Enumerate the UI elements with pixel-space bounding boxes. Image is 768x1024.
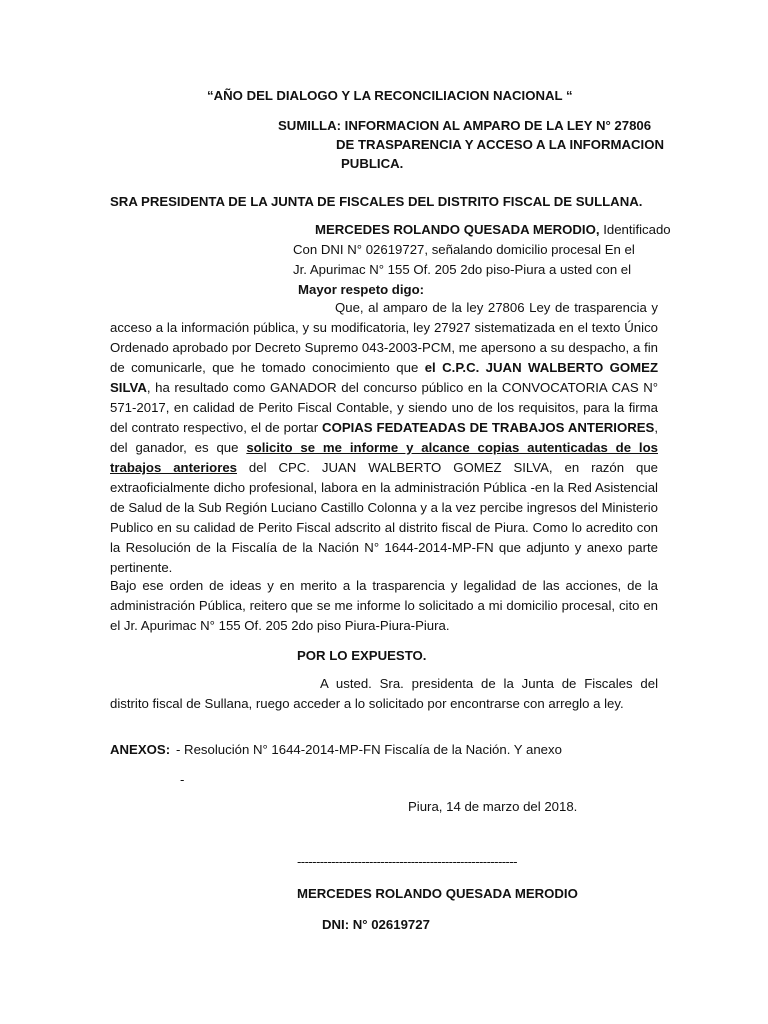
identification-rest: Identificado [599,222,671,237]
paragraph-request: solicito se me informe y alcance copias autenticadas de los trabajos anteriores [110,440,658,475]
identification-line-2: Con DNI N° 02619727, señalando domicilio procesal En el [293,242,635,257]
anexos-item-1: - Resolución N° 1644-2014-MP-FN Fiscalía de la Nación. Y anexo [176,742,562,757]
addressee: SRA PRESIDENTA DE LA JUNTA DE FISCALES DEL DISTRITO FISCAL DE SULLANA. [110,194,643,209]
anexos-item-2: - [180,772,185,787]
year-motto: “AÑO DEL DIALOGO Y LA RECONCILIACION NACIONAL “ [207,88,573,103]
main-paragraph [110,298,658,578]
por-lo-expuesto: POR LO EXPUESTO. [297,648,427,663]
signer-dni: DNI: N° 02619727 [322,917,430,932]
identification-line-4: Mayor respeto digo: [298,282,425,297]
paragraph-text-a: Que, al amparo de la ley 27806 Ley de trasparencia y acceso a la información pública, y su modificatoria, ley 27927 sistematizada en el texto Único Ordenado aprobado por Decreto Supremo 043-2003-PCM, me apersono a su despacho, a fin de comunicarle, que he tomado conocimiento que [110,300,658,375]
second-paragraph [110,576,658,636]
applicant-name: MERCEDES ROLANDO QUESADA MERODIO, [315,222,600,237]
paragraph-text-g: del CPC. JUAN WALBERTO GOMEZ SILVA, en razón que extraoficialmente dicho profesional, labora en la administración Pública -en la Red Asistencial de Salud de la Sub Región Luciano Castillo Colonna y a la vez percibe ingresos del Ministerio Publico en su calidad de Perito Fiscal adscrito al distrito fiscal de Piura. Como lo acredito con la Resolución de la Fiscalía de la Nación N° 1644-2014-MP-FN que adjunto y anexo parte pertinente. [110,460,658,575]
signature-line: ---------------------------------------------------------- [297,854,517,869]
paragraph-bold-name: el C.P.C. JUAN WALBERTO GOMEZ SILVA [110,360,658,395]
sumilla-line-3: PUBLICA. [341,156,404,171]
third-paragraph [110,674,658,714]
sumilla-line-1: SUMILLA: INFORMACION AL AMPARO DE LA LEY N° 27806 [278,118,652,133]
anexos-label: ANEXOS: [110,742,171,757]
paragraph-text-e: , del ganador, es que [110,420,658,455]
identification-line-3: Jr. Apurimac N° 155 Of. 205 2do piso-Piura a usted con el [293,262,632,277]
place-date: Piura, 14 de marzo del 2018. [408,799,578,814]
identification-line-1 [315,220,671,240]
paragraph-bold-copies: COPIAS FEDATEADAS DE TRABAJOS ANTERIORES [322,420,655,435]
paragraph-text-c: , ha resultado como GANADOR del concurso público en la CONVOCATORIA CAS N° 571-2017, en calidad de Perito Fiscal Contable, y siendo uno de los requisitos, para la firma del contrato respectivo, el de portar [110,380,658,435]
second-paragraph-text: Bajo ese orden de ideas y en merito a la trasparencia y legalidad de las acciones, de la administración Pública, reitero que se me informe lo solicitado a mi domicilio procesal, cito en el Jr. Apurimac N° 155 Of. 205 2do piso Piura-Piura-Piura. [110,578,658,633]
sumilla-line-2: DE TRASPARENCIA Y ACCESO A LA INFORMACION [336,137,664,152]
signer-name: MERCEDES ROLANDO QUESADA MERODIO [297,886,578,901]
third-paragraph-text: A usted. Sra. presidenta de la Junta de Fiscales del distrito fiscal de Sullana, ruego acceder a lo solicitado por encontrarse con arreglo a ley. [110,676,658,711]
